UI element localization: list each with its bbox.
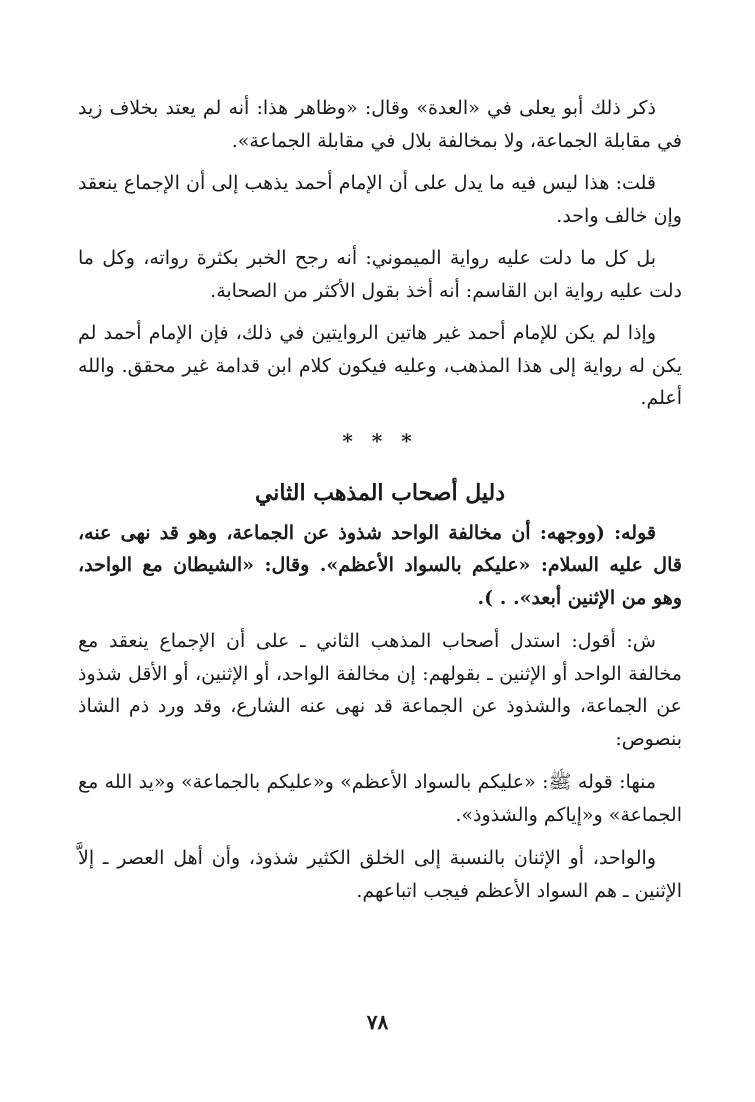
section-heading: دليل أصحاب المذهب الثاني — [254, 479, 506, 506]
page-body — [78, 92, 682, 918]
conclusion-paragraph: والواحد، أو الإثنان بالنسبة إلى الخلق الكثير شذوذ، وأن أهل العصر ـ إلاَّ الإثنين ـ هم السواد الأعظم فيجب اتباعهم. — [78, 847, 682, 902]
paragraph-2: قلت: هذا ليس فيه ما يدل على أن الإمام أحمد يذهب إلى أن الإجماع ينعقد وإن خالف واحد. — [78, 172, 682, 227]
paragraph-3: بل كل ما دلت عليه رواية الميموني: أنه رجح الخبر بكثرة رواته، وكل ما دلت عليه رواية ابن القاسم: أنه أخذ بقول الأكثر من الصحابة. — [78, 247, 682, 302]
paragraph-1: ذكر ذلك أبو يعلى في «العدة» وقال: «وظاهر هذا: أنه لم يعتد بخلاف زيد في مقابلة الجماعة، ولا بمخالفة بلال في مقابلة الجماعة». — [78, 97, 682, 152]
hadith-list-paragraph: منها: قوله ﷺ: «عليكم بالسواد الأعظم» و«عليكم بالجماعة» و«يد الله مع الجماعة» و«إياكم والشذوذ». — [78, 771, 682, 826]
paragraph-4: وإذا لم يكن للإمام أحمد غير هاتين الروايتين في ذلك، فإن الإمام أحمد لم يكن له رواية إلى هذا المذهب، وعليه فيكون كلام ابن قدامة غير محقق. والله أعلم. — [78, 322, 682, 409]
commentary-paragraph: ش: أقول: استدل أصحاب المذهب الثاني ـ على أن الإجماع ينعقد مع مخالفة الواحد أو الإثنين ـ بقولهم: إن مخالفة الواحد، أو الإثنين، أو الأقل شذوذ عن الجماعة، والشذوذ عن الجماعة قد نهى عنه الشارع، وقد ورد ذم الشاذ بنصوص: — [78, 630, 682, 750]
quoted-text-paragraph: قوله: (ووجهه: أن مخالفة الواحد شذوذ عن الجماعة، وهو قد نهى عنه، قال عليه السلام: «عليكم بالسواد الأعظم». وقال: «الشيطان مع الواحد، وهو من الإثنين أبعد». . ). — [78, 521, 682, 609]
section-separator: * * * — [342, 428, 418, 453]
page-number: ٧٨ — [366, 1010, 389, 1034]
